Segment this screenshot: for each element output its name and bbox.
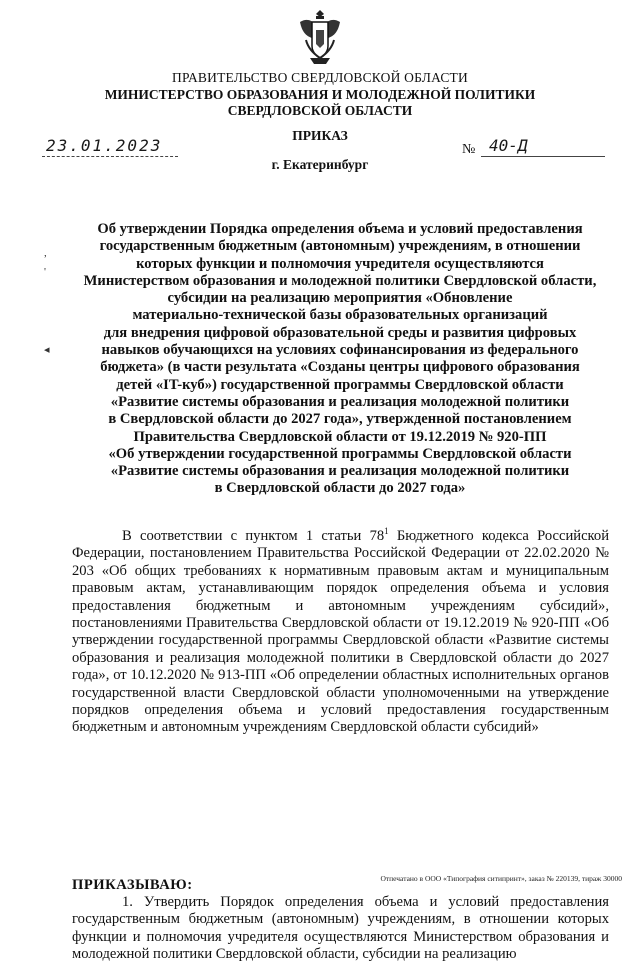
order-item-1: 1. Утвердить Порядок определения объема и условий предоставления государственным бюджетным (автономным) учреждениям, в отношении которых функции и полномочия учредителя осуществляются Министерством образования и молодежной политики Свердловской области, субсидии на реализацию (72, 894, 609, 963)
title-line: которых функции и полномочия учредителя осуществляются (136, 255, 544, 272)
government-name: ПРАВИТЕЛЬСТВО СВЕРДЛОВСКОЙ ОБЛАСТИ (172, 70, 468, 85)
ministry-name (0, 87, 640, 119)
number-label: № (462, 142, 476, 157)
title-line: «Развитие системы образования и реализация молодежной политики (110, 463, 570, 480)
coat-of-arms-emblem (296, 8, 344, 68)
title-line: Правительства Свердловской области от 19.12.2019 № 920-ПП (133, 428, 547, 445)
handwritten-number: 40-Д (481, 136, 605, 157)
margin-mark: ◂ (44, 344, 50, 356)
ministry-name-line1: МИНИСТЕРСТВО ОБРАЗОВАНИЯ И МОЛОДЕЖНОЙ ПОЛИТИКИ (104, 87, 536, 102)
title-line: в Свердловской области до 2027 года», утвержденной постановлением (108, 411, 572, 428)
title-line: Министерством образования и молодежной политики Свердловской области, (83, 272, 597, 289)
margin-mark: , (44, 247, 47, 259)
title-line: для внедрения цифровой образовательной среды и развития цифровых (103, 324, 577, 341)
title-line: «Развитие системы образования и реализация молодежной политики (110, 393, 570, 410)
preamble-paragraph (72, 528, 609, 737)
document-title (70, 221, 610, 498)
city-name: г. Екатеринбург (271, 157, 369, 172)
title-line: бюджета» (в части результата «Созданы центры цифрового образования (100, 359, 580, 376)
title-line: детей «IT-куб») государственной программы Свердловской области (116, 376, 564, 393)
order-word: ПРИКАЗЫВАЮ: (72, 877, 193, 893)
title-line: материально-технической базы образовательных организаций (132, 307, 548, 324)
preamble-rest: Бюджетного кодекса Российской Федерации, постановлением Правительства Российской Федерации от 22.02.2020 № 203 «Об общих требованиях к нормативным правовым актам и муниципальным правовым актам, устанавливающим порядок определения объема и условия предоставления бюджетным и автономным учреждениям субсидий», постановлениями Правительства Свердловской области от 19.12.2019 № 920-ПП «Об утверждении государственной программы Свердловской области «Развитие системы образования и реализация молодежной политики в Свердловской области до 2027 года», от 10.12.2020 № 913-ПП «Об определении областных исполнительных органов государственной власти Свердловской области уполномоченными на утверждение порядков определения объема и условий предоставления государственным бюджетным и автономным учреждениям Свердловской области субсидий» (72, 528, 610, 736)
title-line: в Свердловской области до 2027 года» (214, 480, 466, 497)
title-line: навыков обучающихся на условиях софинансирования из федерального (101, 342, 579, 359)
title-line: Об утверждении Порядка определения объема и условий предоставления (97, 221, 583, 237)
margin-mark: ' (44, 266, 46, 278)
ministry-name-line2: СВЕРДЛОВСКОЙ ОБЛАСТИ (227, 103, 413, 118)
article-superscript: 1 (384, 526, 389, 537)
preamble-start: В соответствии с пунктом 1 статьи 78 (122, 528, 385, 544)
printer-note: Отпечатано в ООО «Типография ситипринт», заказ № 220139, тираж 30000 (380, 874, 622, 883)
document-type: ПРИКАЗ (292, 128, 348, 143)
title-line: субсидии на реализацию мероприятия «Обновление (167, 290, 513, 307)
title-line: «Об утверждении государственной программы Свердловской области (108, 445, 572, 462)
title-line: государственным бюджетным (автономным) учреждениям, в отношении (99, 238, 581, 255)
handwritten-date: 23.01.2023 (42, 136, 178, 157)
